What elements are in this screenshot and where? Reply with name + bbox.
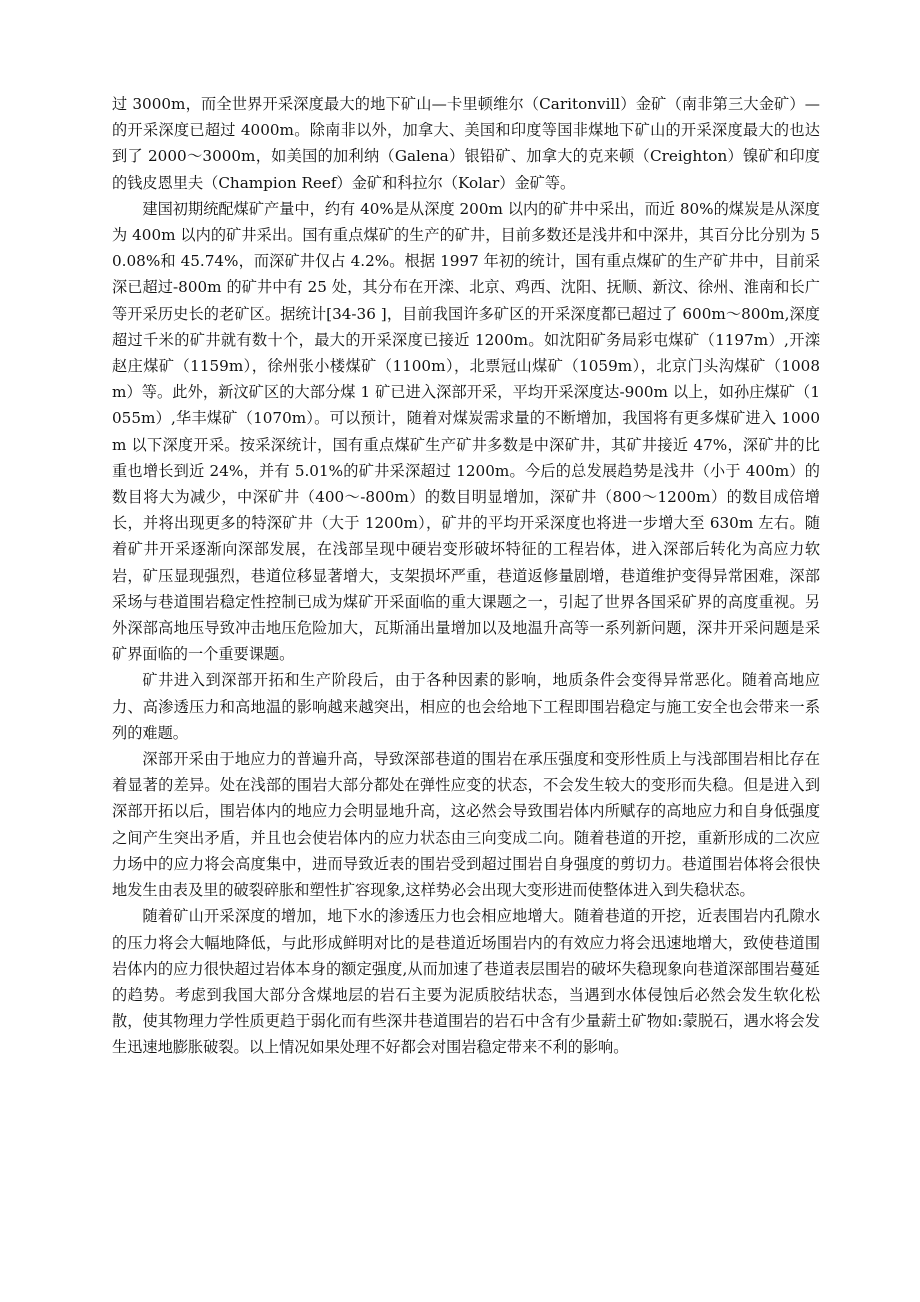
document-body xyxy=(112,91,820,1061)
paragraph-2: 建国初期统配煤矿产量中，约有 40%是从深度 200m 以内的矿井中采出，而近 80%的煤炭是从深度为 400m 以内的矿井采出。国有重点煤矿的生产的矿井，目前多数还是浅井和中深井，其百分比分别为 50.08%和 45.74%，而深矿井仅占 4.2%。根据 1997 年初的统计，国有重点煤矿的生产矿井中，目前采深已超过-800m 的矿井中有 25 处，其分布在开滦、北京、鸡西、沈阳、抚顺、新汶、徐州、淮南和长广等开采历史长的老矿区。据统计[34-36 ]，目前我国许多矿区的开采深度都已超过了 600m～800m,深度超过千米的矿井就有数十个，最大的开采深度已接近 1200m。如沈阳矿务局彩屯煤矿（1197m）,开滦赵庄煤矿（1159m），徐州张小楼煤矿（1100m），北票冠山煤矿（1059m），北京门头沟煤矿（1008m）等。此外，新汶矿区的大部分煤 1 矿已进入深部开采，平均开采深度达-900m 以上，如孙庄煤矿（1055m）,华丰煤矿（1070m）。可以预计，随着对煤炭需求量的不断增加，我国将有更多煤矿进入 1000m 以下深度开采。按采深统计，国有重点煤矿生产矿井多数是中深矿井，其矿井接近 47%，深矿井的比重也增长到近 24%，并有 5.01%的矿井采深超过 1200m。今后的总发展趋势是浅井（小于 400m）的数目将大为减少，中深矿井（400～-800m）的数目明显增加，深矿井（800～1200m）的数目成倍增长，并将出现更多的特深矿井（大于 1200m），矿井的平均开采深度也将进一步增大至 630m 左右。随着矿井开采逐渐向深部发展，在浅部呈现中硬岩变形破坏特征的工程岩体，进入深部后转化为高应力软岩，矿压显现强烈，巷道位移显著增大，支架损坏严重，巷道返修量剧增，巷道维护变得异常困难，深部采场与巷道围岩稳定性控制已成为煤矿开采面临的重大课题之一，引起了世界各国采矿界的高度重视。另外深部高地压导致冲击地压危险加大，瓦斯涌出量增加以及地温升高等一系列新问题，深井开采问题是采矿界面临的一个重要课题。 xyxy=(112,199,820,664)
paragraph-5: 随着矿山开采深度的增加，地下水的渗透压力也会相应地增大。随着巷道的开挖，近表围岩内孔隙水的压力将会大幅地降低，与此形成鲜明对比的是巷道近场围岩内的有效应力将会迅速地增大，致使巷道围岩体内的应力很快超过岩体本身的额定强度,从而加速了巷道表层围岩的破坏失稳现象向巷道深部围岩蔓延的趋势。考虑到我国大部分含煤地层的岩石主要为泥质胶结状态，当遇到水体侵蚀后必然会发生软化松散，使其物理力学性质更趋于弱化而有些深井巷道围岩的岩石中含有少量薪土矿物如:蒙脱石，遇水将会发生迅速地膨胀破裂。以上情况如果处理不好都会对围岩稳定带来不利的影响。 xyxy=(112,907,820,1057)
paragraph-3: 矿井进入到深部开拓和生产阶段后，由于各种因素的影响，地质条件会变得异常恶化。随着高地应力、高渗透压力和高地温的影响越来越突出，相应的也会给地下工程即围岩稳定与施工安全也会带来一系列的难题。 xyxy=(112,671,820,742)
paragraph-4: 深部开采由于地应力的普遍升高，导致深部巷道的围岩在承压强度和变形性质上与浅部围岩相比存在着显著的差异。处在浅部的围岩大部分都处在弹性应变的状态，不会发生较大的变形而失稳。但是进入到深部开拓以后，围岩体内的地应力会明显地升高，这必然会导致围岩体内所赋存的高地应力和自身低强度之间产生突出矛盾，并且也会使岩体内的应力状态由三向变成二向。随着巷道的开挖，重新形成的二次应力场中的应力将会高度集中，进而导致近表的围岩受到超过围岩自身强度的剪切力。巷道围岩体将会很快地发生由表及里的破裂碎胀和塑性扩容现象,这样势必会出现大变形进而使整体进入到失稳状态。 xyxy=(112,750,820,900)
paragraph-1: 过 3000m，而全世界开采深度最大的地下矿山—卡里顿维尔（Caritonvill）金矿（南非第三大金矿）—的开采深度已超过 4000m。除南非以外，加拿大、美国和印度等国非煤地下矿山的开采深度最大的也达到了 2000～3000m，如美国的加利纳（Galena）银铅矿、加拿大的克来顿（Creighton）镍矿和印度的钱皮恩里夫（Champion Reef）金矿和科拉尔（Kolar）金矿等。 xyxy=(112,95,820,192)
